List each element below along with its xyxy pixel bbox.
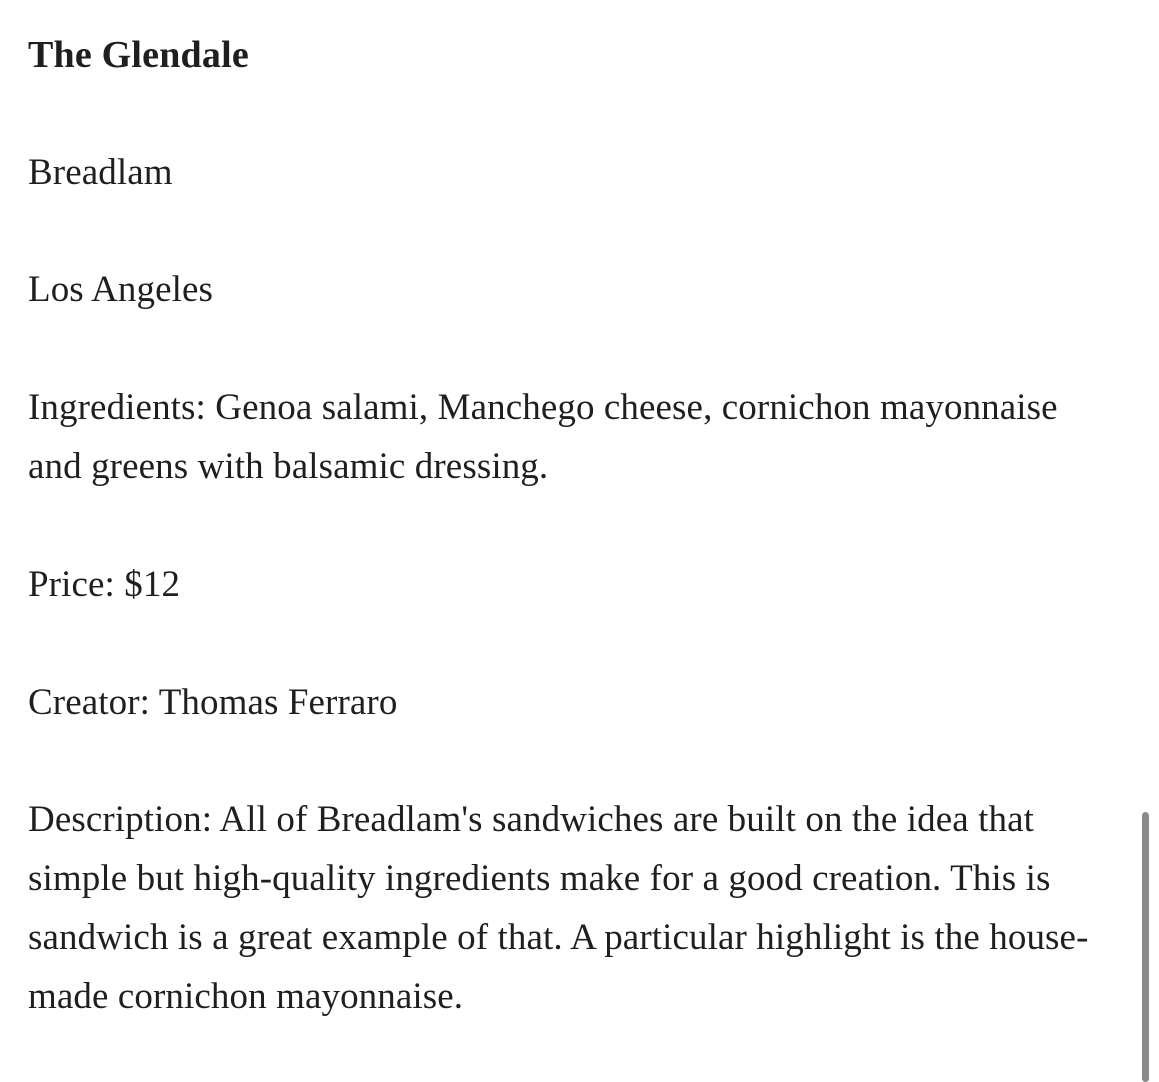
restaurant-name: Breadlam [28, 152, 173, 193]
sandwich-title: The Glendale [28, 34, 249, 76]
creator-text: Creator: Thomas Ferraro [28, 682, 398, 723]
price-text: Price: $12 [28, 564, 181, 605]
ingredients-text: Ingredients: Genoa salami, Manchego cheese, cornichon mayonnaise and greens with balsamic dressing. [28, 387, 1058, 487]
vertical-scrollbar[interactable] [1142, 812, 1149, 1082]
description-text: Description: All of Breadlam's sandwiches are built on the idea that simple but high-quality ingredients make for a good creation. This is sandwich is a great example of that. A particular highlight is the house-made cornichon mayonnaise. [28, 799, 1089, 1017]
article [28, 28, 1138, 1017]
city-name: Los Angeles [28, 269, 214, 310]
